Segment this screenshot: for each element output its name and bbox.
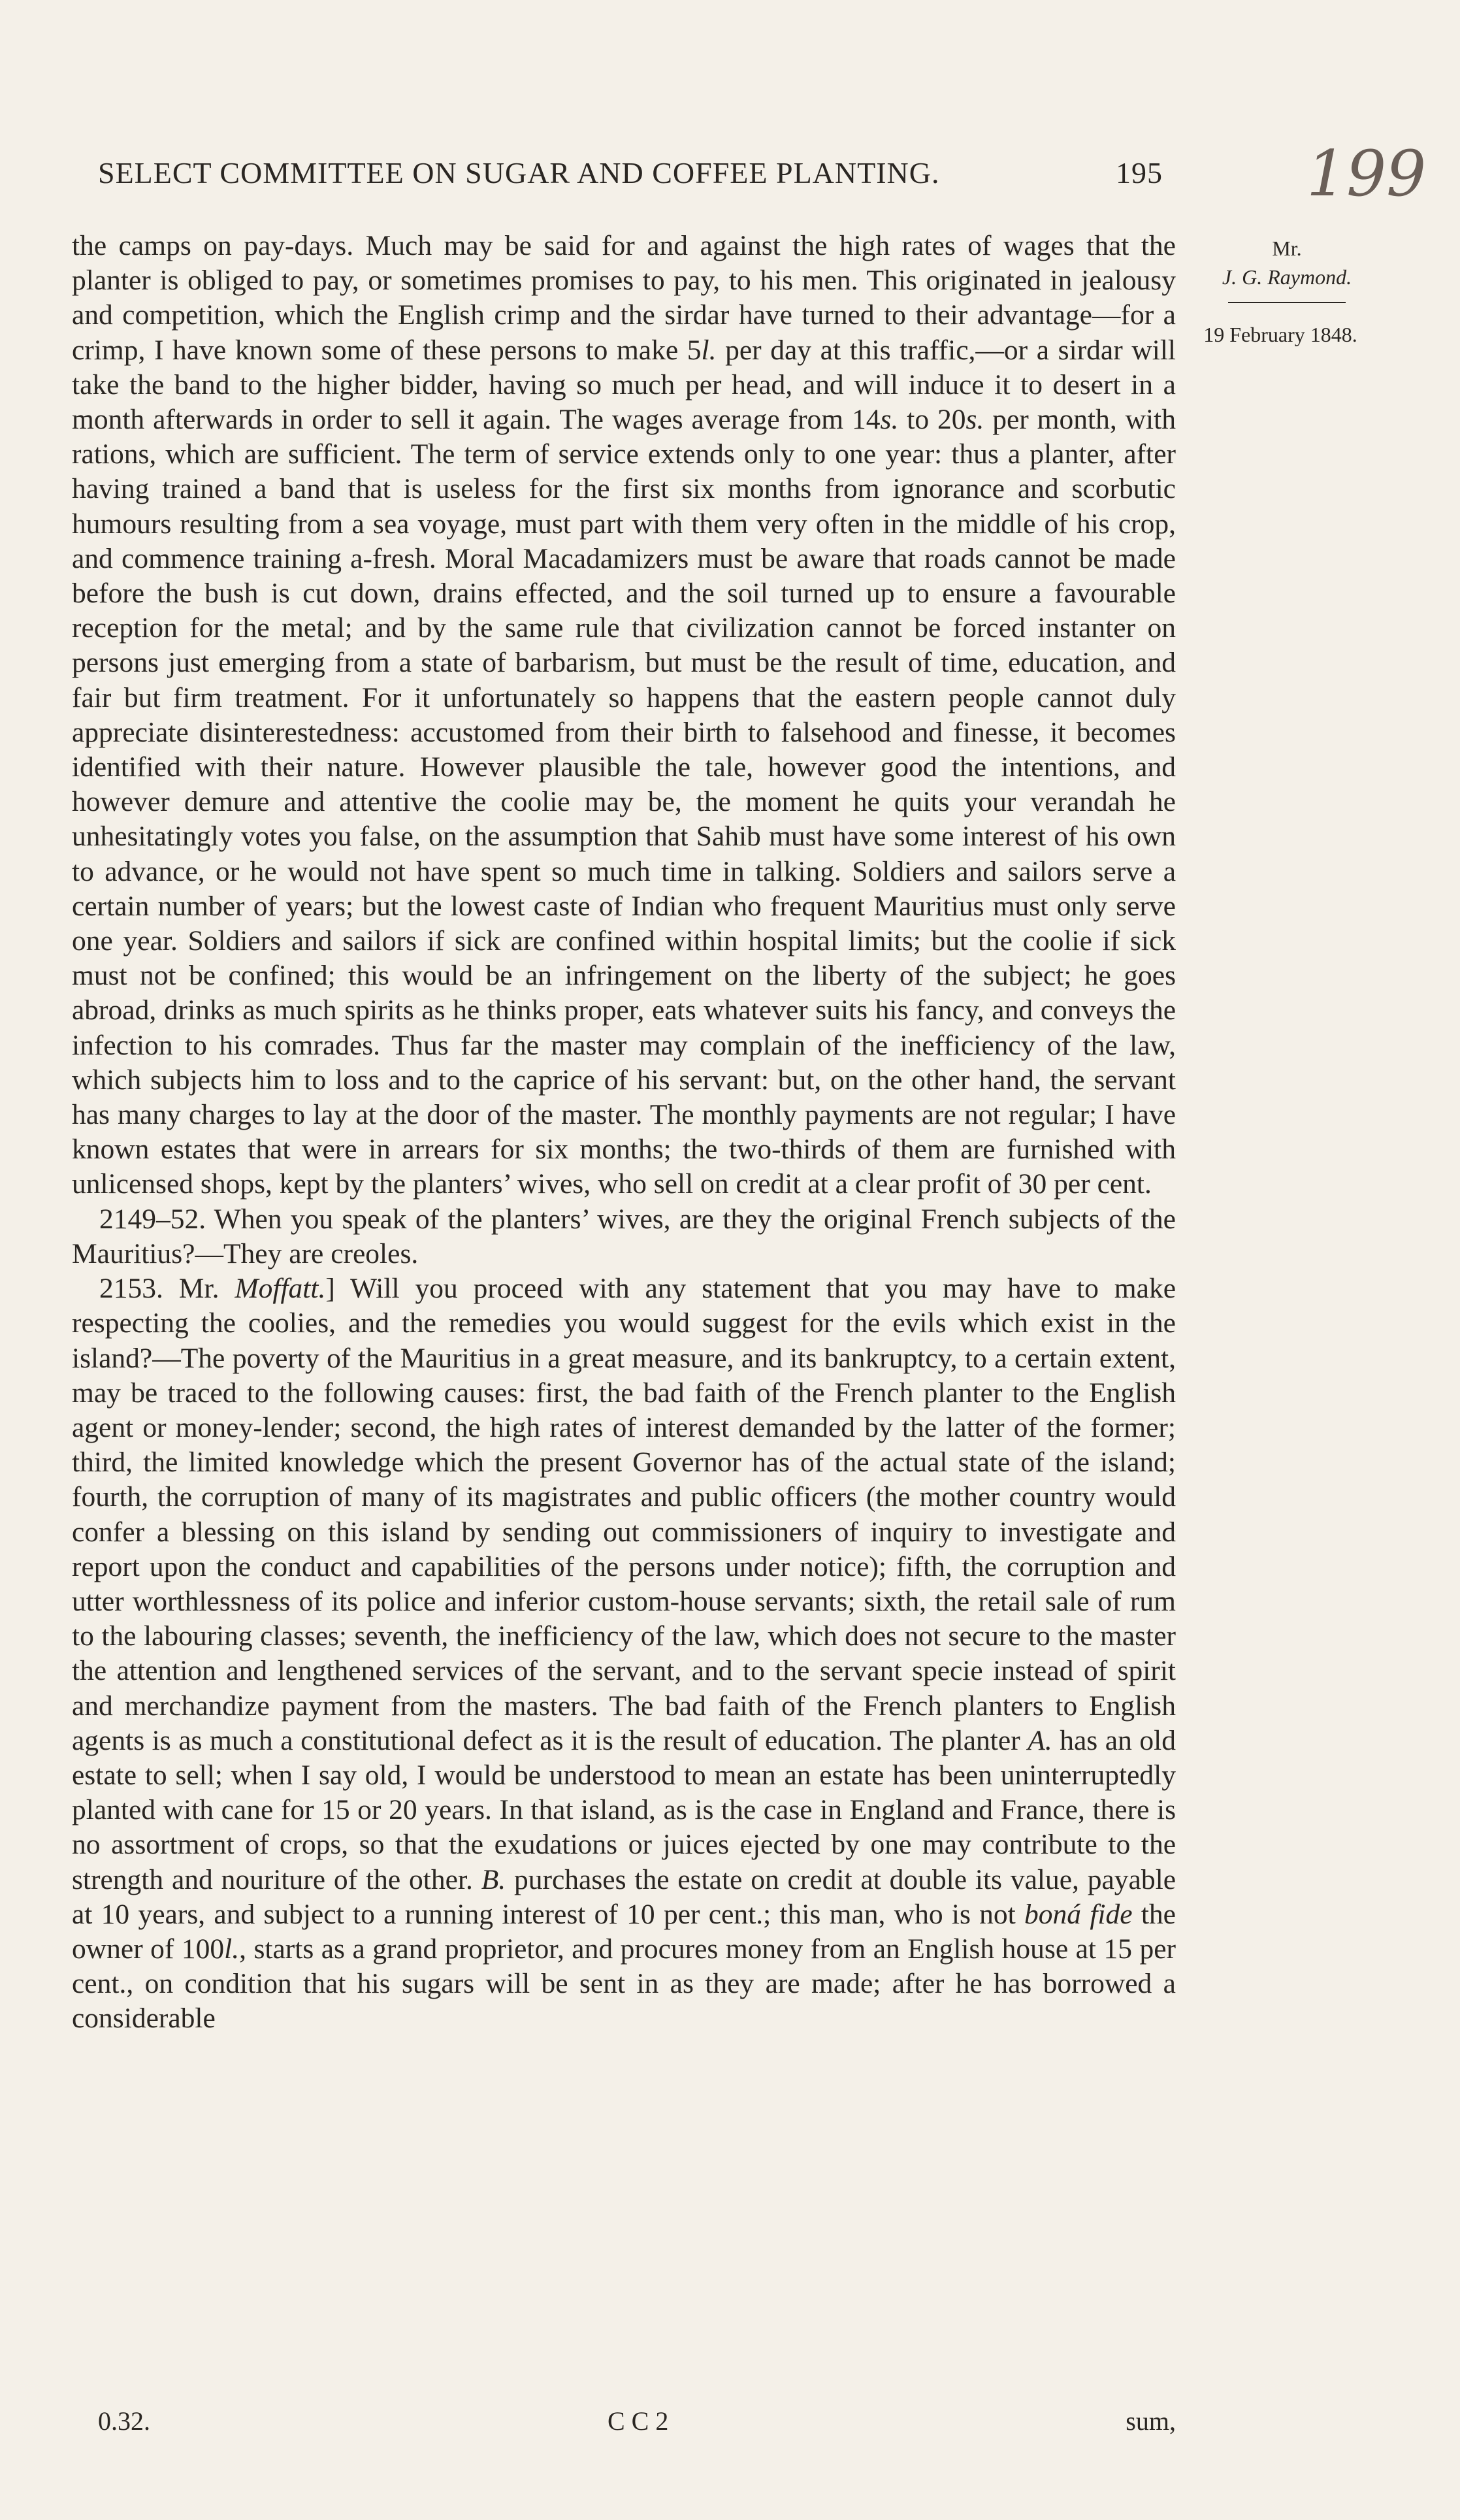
text-run: ] Will you proceed with any statement that you may have to make respecting the coolies, and the remedies you would suggest for the evils which exist in the island?—The poverty of the Mauritius in a great measure, and its bankruptcy, to a certain extent, may be traced to the following causes: first, the bad faith of the French planter to the English agent or money-lender; second, the high rates of interest demanded by the latter of the former; third, the limited knowledge which the present Governor has of the actual state of the island; fourth, the corruption of many of its magistrates and public officers (the mother country would confer a blessing on this island by sending out commissioners of inquiry to investigate and report upon the conduct and capabilities of the persons under notice); fifth, the corruption and utter worthlessness of its police and inferior custom-house servants; sixth, the retail sale of rum to the labouring classes; seventh, the inefficiency of the law, which does not secure to the master the attention and lengthened services of the servant, and to the servant specie instead of spirit and merchandize payment from the masters. The bad faith of the French planters to English agents is as much a constitutional defect as it is the result of education. The planter — [72, 1273, 1176, 1756]
italic-text: B. — [481, 1863, 506, 1895]
page-number: 195 — [1116, 156, 1163, 189]
text-run: 2153. Mr. — [99, 1273, 235, 1305]
text-run: purchases the estate on credit at double its value, payable at 10 years, and subject to a running interest of 10 per cent.; this man, who is not — [72, 1863, 1176, 1930]
catchword: sum, — [1126, 2406, 1176, 2436]
handwritten-folio-number: 199 — [1306, 137, 1427, 210]
sheet-mark: 0.32. — [98, 2406, 150, 2436]
paragraph — [72, 1202, 1176, 1271]
italic-text: A. — [1028, 1724, 1052, 1756]
text-run: the owner of 100 — [72, 1898, 1176, 1965]
page-footer — [98, 2406, 1176, 2436]
italic-text: s. — [965, 404, 984, 436]
page-header-title: SELECT COMMITTEE ON SUGAR AND COFFEE PLANTING. — [98, 156, 940, 189]
text-run: per month, with rations, which are sufficient. The term of service extends only to one year: thus a planter, after having trained a band that is useless for the first six months from ignorance and scorbutic humours resulting from a sea voyage, must part with them very often in the middle of his crop, and commence training a-fresh. Moral Macadamizers must be aware that roads cannot be made before the bush is cut down, drains effected, and the soil turned up to ensure a favourable reception for the metal; and by the same rule that civilization cannot be forced instanter on persons just emerging from a state of barbarism, but must be the result of time, education, and fair but firm treatment. For it unfortunately so happens that the eastern people cannot duly appreciate disinterestedness: accustomed from their birth to falsehood and finesse, it becomes identified with their nature. However plausible the tale, however good the intentions, and however demure and attentive the coolie may be, the moment he quits your verandah he unhesitatingly votes you false, on the assumption that Sahib must have some interest of his own to advance, or he would not have spent so much time in talking. Soldiers and sailors serve a certain number of years; but the lowest caste of Indian who frequent Mauritius must only serve one year. Soldiers and sailors if sick are confined within hospital limits; but the coolie if sick must not be confined; this would be an infringement on the liberty of the subject; he goes abroad, drinks as much spirits as he thinks proper, eats whatever suits his fancy, and conveys the infection to his comrades. Thus far the master may complain of the inefficiency of the law, which subjects him to loss and to the caprice of his servant: but, on the other hand, the servant has many charges to lay at the door of the master. The monthly payments are not regular; I have known estates that were in arrears for six months; the two-thirds of them are furnished with unlicensed shops, kept by the planters’ wives, who sell on credit at a clear profit of 30 per cent. — [72, 404, 1176, 1200]
italic-text: s. — [880, 404, 899, 436]
text-run: , starts as a grand proprietor, and procures money from an English house at 15 per cent., on condition that his sugars will be sent in as they are made; after he has borrowed a considerable — [72, 1933, 1176, 2035]
margin-witness-prefix: Mr. — [1272, 237, 1302, 260]
margin-witness-name: J. G. Raymond. — [1222, 265, 1352, 289]
paragraph — [72, 229, 1176, 1202]
text-run: the camps on pay-days. Much may be said for and against the high rates of wages that the planter is obliged to pay, or sometimes promises to pay, to his men. This originated in jealousy and competition, which the English crimp and the sirdar have turned to their advantage—for a crimp, I have known some of these persons to make 5 — [72, 230, 1176, 366]
italic-text: Moffatt. — [235, 1273, 326, 1305]
running-head — [98, 155, 1163, 190]
text-run: 2149–52. When you speak of the planters’ wives, are they the original French subjects of the Mauritius?—They are creoles. — [72, 1203, 1176, 1269]
body-text — [72, 229, 1176, 2037]
text-run: to 20 — [898, 404, 966, 436]
signature-mark: C C 2 — [607, 2406, 669, 2436]
margin-rule — [1228, 302, 1346, 303]
text-run: per day at this traffic,—or a sirdar will take the band to the higher bidder, having so much per head, and will induce it to desert in a month afterwards in order to sell it again. The wages average from 14 — [72, 334, 1176, 436]
text-run: has an old estate to sell; when I say old, I would be understood to mean an estate has been uninterruptedly planted with cane for 15 or 20 years. In that island, as is the case in England and France, there is no assortment of crops, so that the exudations or juices ejected by one may contribute to the strength and nouriture of the other. — [72, 1724, 1176, 1895]
paragraph — [72, 1271, 1176, 2036]
margin-date: 19 February 1848. — [1203, 323, 1357, 346]
italic-text: l. — [701, 334, 717, 366]
italic-text: boná fide — [1024, 1898, 1133, 1930]
italic-text: l. — [224, 1933, 240, 1965]
